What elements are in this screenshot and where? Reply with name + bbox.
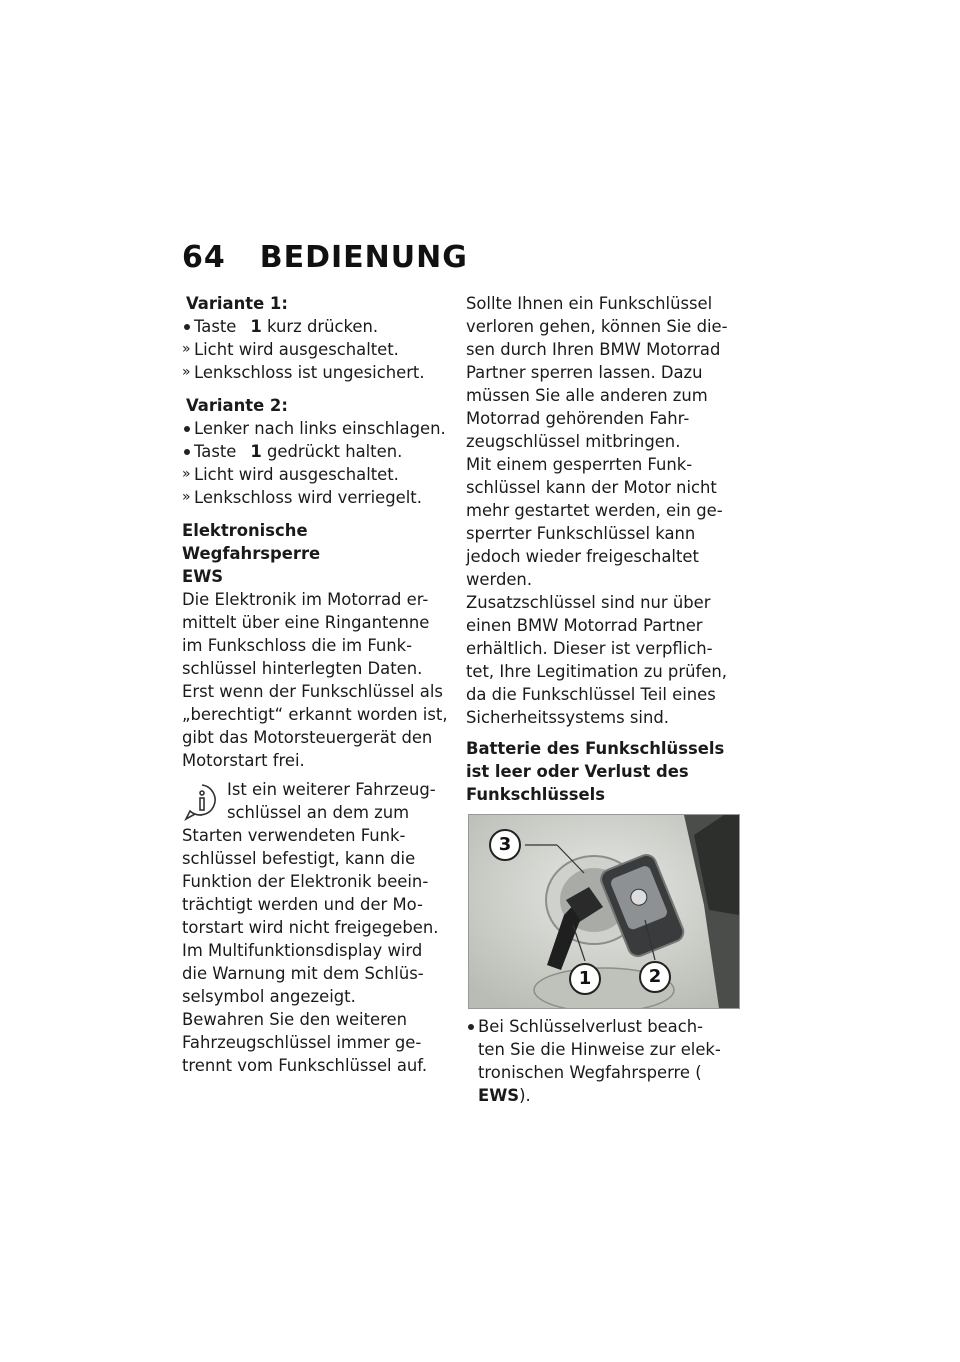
variant-2-title: Variante 2: xyxy=(186,396,288,415)
variant-1-step: Taste 1 kurz drücken. xyxy=(182,315,450,338)
ews-section-title: Elektronische Wegfahrsperre EWS xyxy=(182,521,321,586)
variant-1-result-2: » Lenkschloss ist ungesichert. xyxy=(182,363,425,382)
page-number: 64 xyxy=(182,240,226,275)
result-arrow-icon: » xyxy=(182,489,191,505)
result-arrow-icon: » xyxy=(182,364,191,380)
callout-3: 3 xyxy=(489,829,521,861)
variant-2-step-2: Taste 1 gedrückt halten. xyxy=(182,440,450,463)
variant-1-result-1: » Licht wird ausgeschaltet. xyxy=(182,340,399,359)
ews-paragraph: Die Elektronik im Motorrad er- mittelt über eine Ringantenne im Funkschloss die im Funk- schlüssel hinterlegten Daten. Erst wenn der Funkschlüssel als „berechtigt“ erkannt worden ist, gibt das Motorsteuergerät den Motorstart frei. xyxy=(182,590,448,770)
left-column xyxy=(182,292,450,1077)
result-arrow-icon: » xyxy=(182,466,191,482)
variant-2-result-2: » Lenkschloss wird verriegelt. xyxy=(182,488,422,507)
variant-1-title: Variante 1: xyxy=(186,294,288,313)
keep-key-paragraph: Bewahren Sie den weiteren Fahrzeugschlüssel immer ge- trennt vom Funkschlüssel auf. xyxy=(182,1010,428,1075)
lost-key-paragraph: Sollte Ihnen ein Funkschlüssel verloren gehen, können Sie die- sen durch Ihren BMW Motorrad Partner sperren lassen. Dazu müssen Sie alle anderen zum Motorrad gehörenden Fahr- zeugschlüssel mitbringen. Mit einem gesperrten Funk- schlüssel kann der Motor nicht mehr gestartet werden, ein ge- sperrter Funkschlüssel kann jedoch wieder freigeschaltet werden. Zusatzschlüssel sind nur über einen BMW Motorrad Partner erhältlich. Dieser ist verpflich- tet, Ihre Legitimation zu prüfen, da die Funkschlüssel Teil eines Sicherheitssystems sind. xyxy=(466,294,728,727)
key-number: 1 xyxy=(250,317,262,336)
ews-reference: EWS xyxy=(478,1086,520,1105)
page-header xyxy=(182,240,468,275)
key-ignition-figure xyxy=(468,814,740,1009)
key-number: 1 xyxy=(250,442,262,461)
variant-2-result-1: » Licht wird ausgeschaltet. xyxy=(182,465,399,484)
battery-section-title: Batterie des Funkschlüssels ist leer oder Verlust des Funkschlüssels xyxy=(466,739,725,804)
lost-key-bullet: Bei Schlüsselverlust beach- ten Sie die Hinweise zur elek- tronischen Wegfahrsperre ( EWS). xyxy=(466,1015,742,1107)
callout-2: 2 xyxy=(639,961,671,993)
right-column xyxy=(466,292,742,1107)
result-arrow-icon: » xyxy=(182,341,191,357)
info-note: Ist ein weiterer Fahrzeug- schlüssel an dem zum Starten verwendeten Funk- schlüssel befestigt, kann die Funktion der Elektronik beein- trächtigt werden und der Mo- torstart wird nicht freigegeben. Im Multifunktionsdisplay wird die Warnung mit dem Schlüs- selsymbol angezeigt. xyxy=(182,780,439,1006)
info-icon xyxy=(182,782,222,822)
variant-2-step-1: Lenker nach links einschlagen. xyxy=(182,417,450,440)
callout-1: 1 xyxy=(569,963,601,995)
chapter-title: BEDIENUNG xyxy=(259,240,468,275)
